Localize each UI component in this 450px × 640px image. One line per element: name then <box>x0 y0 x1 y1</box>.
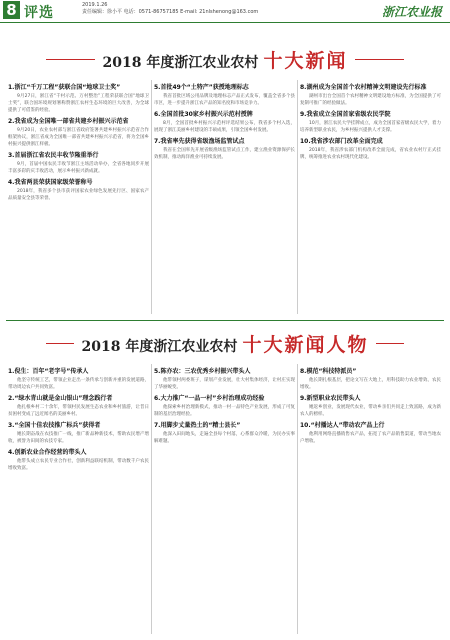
paper-name: 浙江农业报 <box>381 5 442 19</box>
item-title: 10.“村播达人”带动农产品上行 <box>300 422 385 429</box>
item-body: 他扎根乡村二十余年，带领村民发展生态农业和乡村旅游，让昔日贫困村变成了远近闻名的美丽乡村。 <box>8 405 149 417</box>
item-title: 3.“全国十佳农技推广标兵”获得者 <box>8 422 101 429</box>
column-divider <box>151 80 152 314</box>
news-banner <box>6 44 444 74</box>
item-title: 7.用脚步丈量热土的“精士县长” <box>154 422 241 429</box>
item-title: 1.浙江“千万工程”获联合国“地球卫士奖” <box>8 84 121 91</box>
item-title: 5.陈亦农：三农优秀乡村振兴带头人 <box>154 368 251 375</box>
article-column <box>300 80 441 314</box>
column-divider <box>151 364 152 634</box>
item-title: 4.我省两县荣获国家级荣誉称号 <box>8 179 93 186</box>
article-column <box>154 80 295 314</box>
item-body: 他利用网络直播销售农产品，拓宽了农产品销售渠道，带动当地农户增收。 <box>300 432 441 444</box>
page-header <box>0 0 450 23</box>
item-body: 他带领村两委班子，谋划产业发展，壮大村集体经济，让村庄实现了华丽蜕变。 <box>154 378 295 390</box>
item-title: 3.首届浙江省农民丰收节隆重举行 <box>8 152 99 159</box>
item-body: 8月，全国首批乡村振兴示范村评选结果公布，我省多个村入选，展现了浙江美丽乡村建设的丰硕成果，引领全国乡村发展。 <box>154 121 295 133</box>
item-title: 4.创新农业合作经营的带头人 <box>8 449 87 456</box>
section-divider <box>6 320 444 321</box>
item-body: 他探索乡村治理新模式，推动一村一品特色产业发展，形成了可复制的基层治理经验。 <box>154 405 295 417</box>
item-body: 他深入田间地头，走遍全县每个村落，心系群众冷暖，为民办实事解难题。 <box>154 432 295 444</box>
news-title-prefix: 2018 年度浙江农业农村 <box>102 55 259 71</box>
item-title: 1.倪生：百年“老字号”传承人 <box>8 368 89 375</box>
article-column <box>154 364 295 634</box>
item-title: 2.我省成为全国唯一部省共建乡村振兴示范省 <box>8 118 129 125</box>
item-title: 9.我省成立全国首家省级农民学院 <box>300 111 391 118</box>
news-title-emphasis: 十大新闻 <box>263 50 348 72</box>
news-title <box>95 46 356 73</box>
item-title: 5.首批49个“土特产”获授地理标志 <box>154 84 249 91</box>
page-number: 8 <box>3 1 20 19</box>
issue-date: 2019.1.26 <box>82 2 108 8</box>
item-title: 8.湖州成为全国首个农村精神文明建设先行标准 <box>300 84 427 91</box>
people-title-prefix: 2018 年度浙江农业农村 <box>81 339 238 355</box>
item-body: 他带头成立农民专业合作社，创新利益联结机制，带动数千户农民增收致富。 <box>8 459 149 471</box>
item-body: 2018年，我省多个县市获评国家农业绿色发展先行区、国家农产品质量安全县等荣誉。 <box>8 189 149 201</box>
item-body: 9月27日，浙江省“千村示范、万村整治”工程荣获联合国“地球卫士奖”，联合国环境规划署称赞浙江农村生态环境的巨大改善，为全球提供了可借鉴的经验。 <box>8 94 149 113</box>
people-title-emphasis: 十大新闻人物 <box>242 334 369 356</box>
item-body: 她长期奋战在农技推广一线，推广新品种新技术，帮助农民增产增收，被誉为田间的农技专家。 <box>8 432 149 444</box>
item-body: 他坚守传统工艺，带领企业走出一条传承与创新并重的发展道路，带动周边农户共同致富。 <box>8 378 149 390</box>
article-column <box>300 364 441 634</box>
item-body: 9月，首届中国农民丰收节浙江主场活动举办，全省各地同步开展丰富多彩的庆丰收活动，展示乡村振兴新成就。 <box>8 162 149 174</box>
item-body: 10月，浙江农民大学挂牌成立，成为全国首家省级农民大学，着力培养新型职业农民，为乡村振兴提供人才支撑。 <box>300 121 441 133</box>
section-tag: 评选 <box>24 5 54 21</box>
item-title: 2.“绿水青山就是金山银山”理念践行者 <box>8 395 113 402</box>
people-banner <box>6 328 444 358</box>
item-body: 我省在全国率先开展省级渔场监管试点工作，建立渔业资源保护长效机制，推动海洋渔业可持续发展。 <box>154 148 295 160</box>
item-body: 2018年，我省涉农部门机构改革全面完成，省农业农村厅正式挂牌，统筹推进农业农村现代化建设。 <box>300 148 441 160</box>
item-body: 我省首批区域公用品牌及地理标志产品正式发布，覆盖全省多个县市区，进一步提升浙江农产品的知名度和市场竞争力。 <box>154 94 295 106</box>
item-title: 10.我省涉农部门改革全面完成 <box>300 138 383 145</box>
item-title: 8.模范“科技特派员” <box>300 368 357 375</box>
item-title: 6.全国首批30家乡村振兴示范村授牌 <box>154 111 253 118</box>
column-divider <box>297 364 298 634</box>
item-body: 9月20日，农业农村部与浙江省政府签署共建乡村振兴示范省合作框架协议，浙江省成为全国唯一部省共建乡村振兴示范省，将为全国乡村振兴提供浙江样板。 <box>8 128 149 147</box>
item-body: 她返乡创业，发展现代农业，带动乡亲们共同走上致富路，成为新农人的榜样。 <box>300 405 441 417</box>
item-title: 6.大力推广“一品一村”乡村治理成功经验 <box>154 395 265 402</box>
issue-meta <box>82 2 258 16</box>
item-title: 9.新型职业农民带头人 <box>300 395 361 402</box>
item-body: 湖州市出台全国首个农村精神文明建设地方标准，为全国提供了可复制可推广的经验做法。 <box>300 94 441 106</box>
editor-line: 责任编辑：徐小平 电话：0571-86757185 E-mail: 21nlshenong@163.com <box>82 9 259 15</box>
item-body: 他长期扎根基层，把论文写在大地上，用科技助力农业增效、农民增收。 <box>300 378 441 390</box>
article-column <box>8 80 149 314</box>
article-column <box>8 364 149 634</box>
column-divider <box>297 80 298 314</box>
people-title <box>74 330 377 357</box>
item-title: 7.我省率先获得省级渔场监管试点 <box>154 138 245 145</box>
